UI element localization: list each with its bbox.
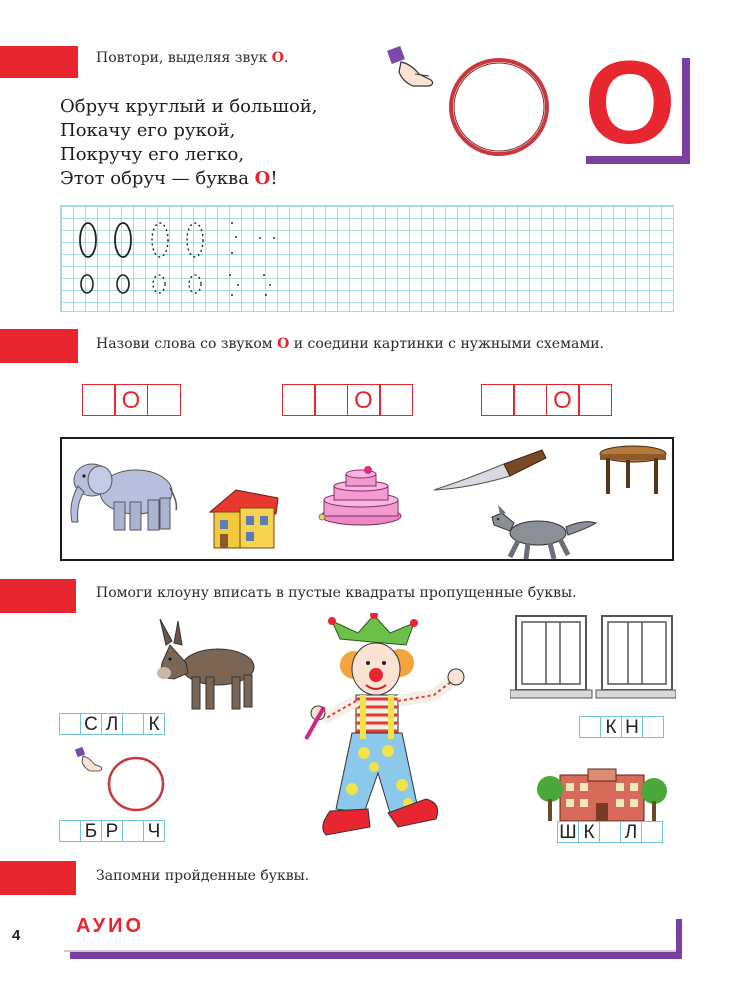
letter-cell[interactable]: Н [621,716,643,738]
clown-icon [302,613,482,845]
letter-cell[interactable]: К [143,713,165,735]
scheme-cell[interactable] [147,384,181,416]
house-icon[interactable] [206,486,282,552]
scheme-cell[interactable]: О [114,384,148,416]
word-boxes-1 [60,713,165,735]
letter-cell[interactable]: Л [101,713,123,735]
big-letter-card [578,37,682,169]
letter-cell[interactable]: Ш [557,821,579,843]
word-boxes-3 [580,716,664,738]
section-marker-3 [0,579,76,613]
scheme-cell[interactable] [314,384,348,416]
letter-cell[interactable] [59,713,81,735]
big-letter: О [584,37,676,169]
scheme-cell[interactable] [379,384,413,416]
letter-cell[interactable]: К [600,716,622,738]
letter-cell[interactable]: С [80,713,102,735]
letter-cell[interactable] [122,820,144,842]
elephant-icon[interactable] [64,458,182,534]
page-number: 4 [12,927,21,944]
learned-letters: АУИО [76,915,145,937]
donkey-icon [152,615,264,715]
section-marker-1 [0,46,78,78]
letter-tracing-samples [60,205,672,310]
scheme-cell[interactable] [513,384,547,416]
scheme-cell[interactable] [578,384,612,416]
instruction-4: Запомни пройденные буквы. [96,868,310,884]
sound-scheme-3 [482,384,612,416]
poem-line: Обруч круглый и большой, [60,96,318,117]
scheme-cell[interactable] [82,384,116,416]
scheme-cell[interactable] [481,384,515,416]
letter-cell[interactable] [122,713,144,735]
wolf-icon[interactable] [488,503,600,561]
letter-cell[interactable] [579,716,601,738]
letter-cell[interactable] [599,821,621,843]
sound-scheme-1 [83,384,181,416]
instruction-1: Повтори, выделяя звук О. [96,50,289,66]
learned-letters-bar [64,912,676,952]
poem-line: Покачу его рукой, [60,120,236,141]
letter-cell[interactable]: Ч [143,820,165,842]
section-marker-4 [0,861,76,895]
letter-cell[interactable]: Р [101,820,123,842]
letter-cell[interactable] [59,820,81,842]
sound-scheme-2 [283,384,413,416]
letter-cell[interactable]: Л [620,821,642,843]
letter-cell[interactable]: К [578,821,600,843]
knife-icon[interactable] [430,448,548,494]
table-icon[interactable] [598,444,668,496]
letter-cell[interactable] [642,716,664,738]
poem [60,95,318,191]
instruction-3: Помоги клоуну вписать в пустые квадраты пропущенные буквы. [96,585,577,601]
window-icon [510,612,676,700]
poem-line: Покручу его легко, [60,144,245,165]
letter-cell[interactable]: Б [80,820,102,842]
hoop-icon [106,755,166,815]
school-icon [536,765,668,825]
word-boxes-4 [558,821,663,843]
poem-line: Этот обруч — буква О! [60,168,278,189]
scheme-cell[interactable]: О [546,384,580,416]
instruction-2: Назови слова со звуком О и соедини картинки с нужными схемами. [96,336,604,352]
word-boxes-2 [60,820,165,842]
scheme-cell[interactable]: О [347,384,381,416]
cake-icon[interactable] [318,462,404,528]
pointing-hand-icon [74,746,104,776]
section-marker-2 [0,329,78,363]
scheme-cell[interactable] [282,384,316,416]
pointing-hand-icon [385,44,437,94]
letter-cell[interactable] [641,821,663,843]
hoop-icon [446,55,552,161]
